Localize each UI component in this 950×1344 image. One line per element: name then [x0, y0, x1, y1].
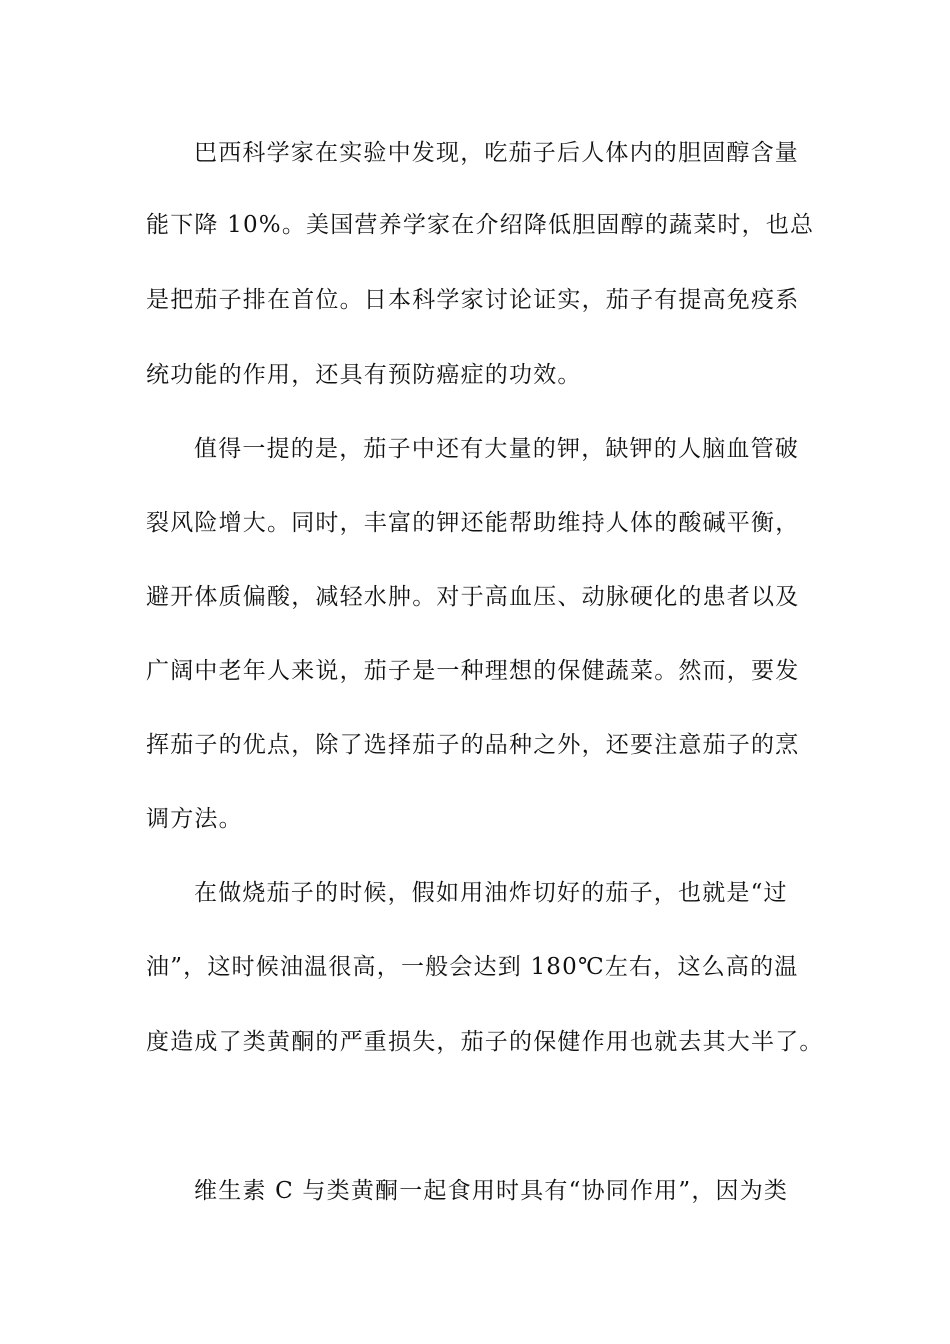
paragraph-line: 能下降 10%。美国营养学家在介绍降低胆固醇的蔬菜时，也总: [146, 212, 815, 238]
paragraph-line: 调方法。: [146, 806, 243, 832]
paragraph-line: 维生素 C 与类黄酮一起食用时具有“协同作用”，因为类: [194, 1178, 789, 1204]
paragraph-line: 度造成了类黄酮的严重损失，茄子的保健作用也就去其大半了。: [146, 1029, 824, 1055]
paragraph-line: 在做烧茄子的时候，假如用油炸切好的茄子，也就是“过: [194, 880, 788, 906]
paragraph-line: 挥茄子的优点，除了选择茄子的品种之外，还要注意茄子的烹: [146, 732, 800, 758]
paragraph-line: 裂风险增大。同时，丰富的钾还能帮助维持人体的酸碱平衡，: [146, 510, 800, 536]
paragraph-line: 巴西科学家在实验中发现，吃茄子后人体内的胆固醇含量: [194, 140, 799, 166]
paragraph-line: 统功能的作用，还具有预防癌症的功效。: [146, 362, 582, 388]
paragraph-line: 避开体质偏酸，减轻水肿。对于高血压、动脉硬化的患者以及: [146, 584, 800, 610]
paragraph-line: 值得一提的是，茄子中还有大量的钾，缺钾的人脑血管破: [194, 436, 799, 462]
paragraph-line: 是把茄子排在首位。日本科学家讨论证实，茄子有提高免疫系: [146, 287, 800, 313]
paragraph-line: 油”，这时候油温很高，一般会达到 180℃左右，这么高的温: [146, 954, 799, 980]
paragraph-line: 广阔中老年人来说，茄子是一种理想的保健蔬菜。然而，要发: [146, 658, 800, 684]
